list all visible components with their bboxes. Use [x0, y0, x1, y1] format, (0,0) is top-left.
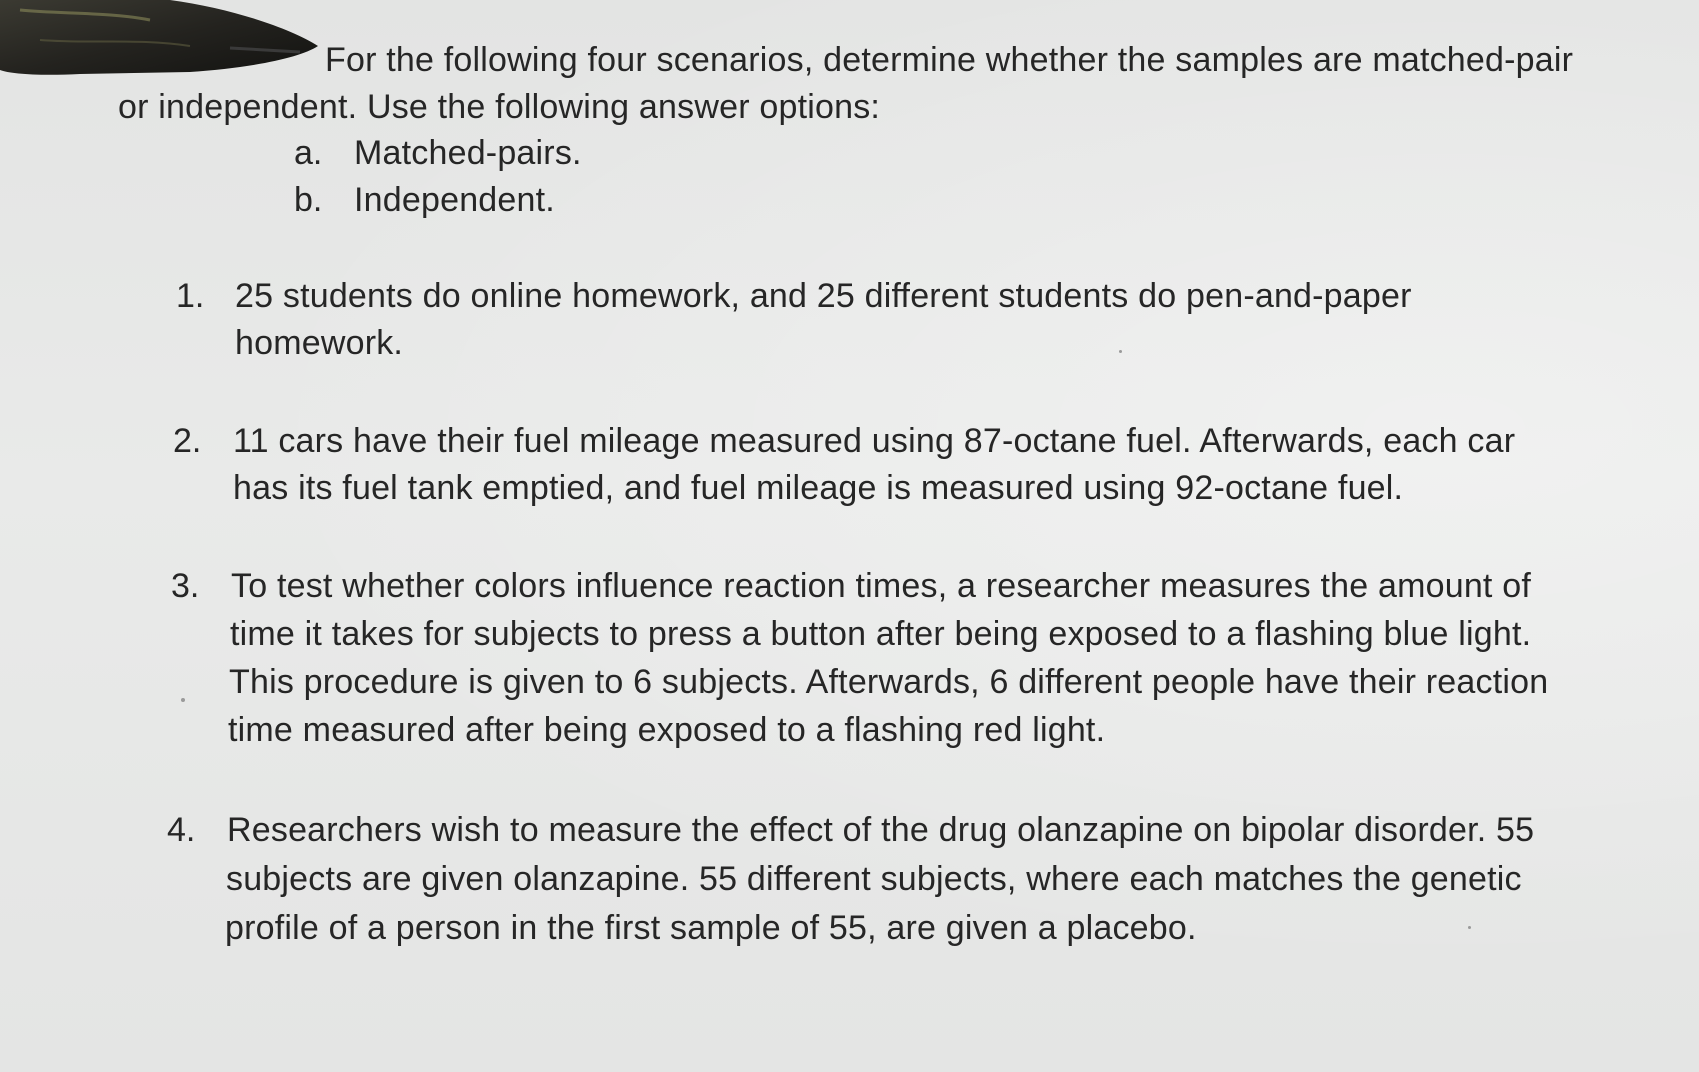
intro-line-1: For the following four scenarios, determine whether the samples are matched-pair — [325, 41, 1574, 79]
scenario-2-line-2: has its fuel tank emptied, and fuel mileage is measured using 92-octane fuel. — [233, 469, 1404, 507]
scenario-3-line-1: To test whether colors influence reaction times, a researcher measures the amount of — [231, 567, 1531, 605]
scenario-3-line-3: This procedure is given to 6 subjects. Afterwards, 6 different people have their reaction — [229, 663, 1549, 701]
scenario-3-number: 3. — [171, 567, 200, 605]
scenario-3-line-2: time it takes for subjects to press a button after being exposed to a flashing blue light. — [230, 615, 1532, 653]
scenario-4-number: 4. — [167, 811, 196, 849]
scenario-4-line-3: profile of a person in the first sample of 55, are given a placebo. — [225, 909, 1197, 947]
scenario-3-line-4: time measured after being exposed to a flashing red light. — [228, 711, 1106, 749]
option-a-letter: a. — [294, 134, 323, 172]
scenario-1-line-1: 25 students do online homework, and 25 different students do pen-and-paper — [235, 277, 1412, 315]
scenario-4-line-2: subjects are given olanzapine. 55 different subjects, where each matches the genetic — [226, 860, 1522, 898]
scenario-1-number: 1. — [176, 277, 205, 315]
option-b-text: Independent. — [354, 181, 555, 219]
intro-line-2: or independent. Use the following answer options: — [118, 88, 881, 126]
paper-speck — [1119, 350, 1122, 353]
paper-speck — [181, 698, 185, 702]
option-b-letter: b. — [294, 181, 323, 219]
scenario-2-line-1: 11 cars have their fuel mileage measured using 87-octane fuel. Afterwards, each car — [233, 422, 1516, 460]
scenario-1-line-2: homework. — [235, 324, 404, 362]
scenario-4-line-1: Researchers wish to measure the effect of the drug olanzapine on bipolar disorder. 55 — [227, 811, 1535, 849]
paper-speck — [1468, 926, 1471, 929]
scenario-2-number: 2. — [173, 422, 202, 460]
option-a-text: Matched-pairs. — [354, 134, 582, 172]
pencil-tip-image — [0, 0, 330, 80]
